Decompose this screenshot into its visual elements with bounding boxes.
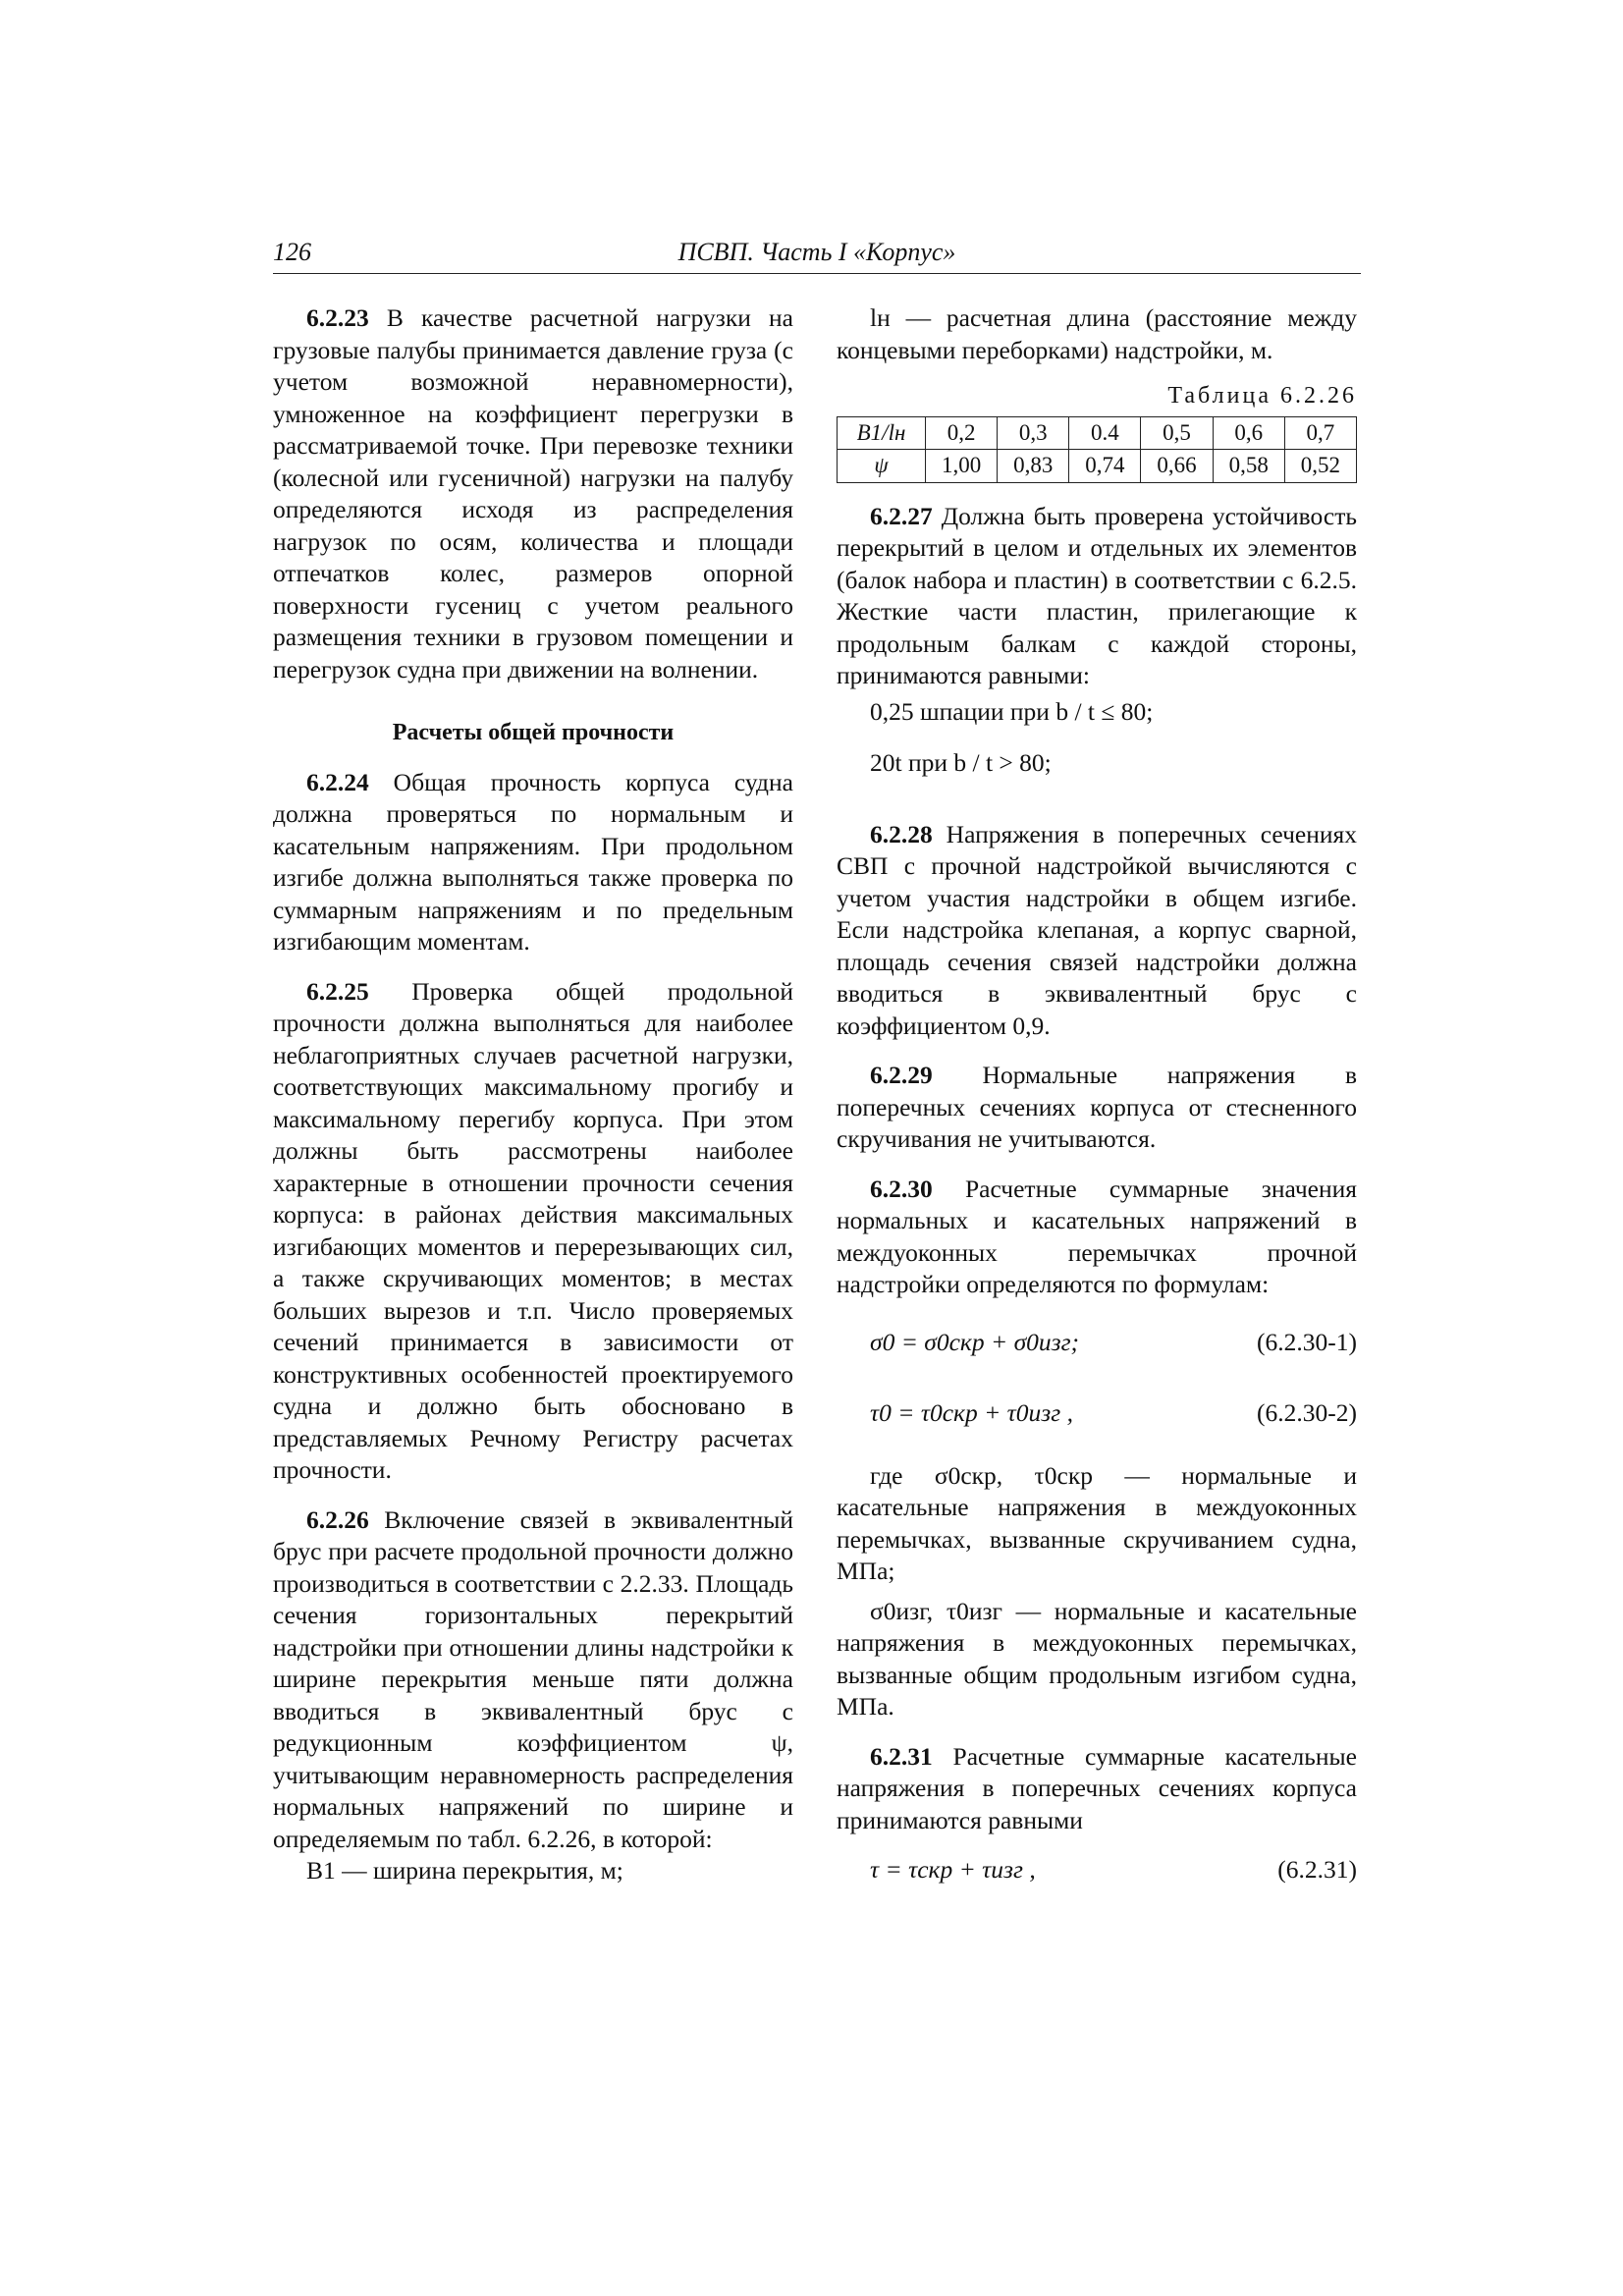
formula-expression: σ0 = σ0скр + σ0изг; xyxy=(870,1327,1080,1356)
formula-number: (6.2.31) xyxy=(1277,1855,1357,1884)
table-cell: 0.4 xyxy=(1069,416,1141,450)
table-cell: 0,58 xyxy=(1213,450,1284,483)
table-row xyxy=(838,416,1357,450)
table-row-header: ψ xyxy=(838,450,926,483)
table-cell: 0,2 xyxy=(926,416,998,450)
formula-6-2-30-2 xyxy=(837,1394,1357,1437)
paragraph-6-2-31: 6.2.31 Расчетные суммарные касательные напряжения в поперечных сечениях корпуса принимаются равными xyxy=(837,1741,1357,1834)
formula-expression: τ = τскр + τизг , xyxy=(870,1855,1036,1884)
table-cell: 0,66 xyxy=(1141,450,1213,483)
paragraph-6-2-28: 6.2.28 Напряжения в поперечных сечениях СВП с прочной надстройкой вычисляются с учетом участия надстройки в общем изгибе. Если надстройка клепаная, а корпус сварной, площадь сечения связей надстройки должна вводиться в эквивалентный брус с коэффициентом 0,9. xyxy=(837,819,1357,1040)
table-cell: 0,74 xyxy=(1069,450,1141,483)
paragraph-6-2-27: 6.2.27 Должна быть проверена устойчивость перекрытий в целом и отдельных их элементов (балок набора и пластин) в соответствии с 6.2.5. Жесткие части пластин, прилегающие к продольным балкам с каждой стороны, принимаются равными: xyxy=(837,501,1357,689)
paragraph-6-2-26: 6.2.26 Включение связей в эквивалентный брус при расчете продольной прочности должно производиться в соответствии с 2.2.33. Площадь сечения горизонтальных перекрытий надстройки при отношении длины надстройки к ширине перекрытия меньше пяти должна вводиться в эквивалентный брус с редукционным коэффициентом ψ, учитывающим неравномерность распределения нормальных напряжений по ширине и определяемым по табл. 6.2.26, в которой: xyxy=(273,1504,793,1853)
table-cell: 0,52 xyxy=(1284,450,1356,483)
table-cell: 0,6 xyxy=(1213,416,1284,450)
condition-2: 20t при b / t > 80; xyxy=(870,748,1052,777)
table-cell: 0,5 xyxy=(1141,416,1213,450)
page-number: 126 xyxy=(273,238,311,266)
table-cell: 0,7 xyxy=(1284,416,1356,450)
running-header xyxy=(273,236,1361,274)
table-row xyxy=(838,450,1357,483)
table-cell: 0,83 xyxy=(998,450,1069,483)
table-cell: 1,00 xyxy=(926,450,998,483)
table-caption: Таблица 6.2.26 xyxy=(1167,383,1357,409)
definition-ln: lн — расчетная длина (расстояние между концевыми переборками) надстройки, м. xyxy=(837,303,1357,364)
left-column xyxy=(273,302,793,1887)
formula-number: (6.2.30-1) xyxy=(1257,1327,1357,1356)
definition-b1: B1 — ширина перекрытия, м; xyxy=(306,1856,623,1885)
formula-expression: τ0 = τ0скр + τ0изг , xyxy=(870,1397,1073,1427)
formula-number: (6.2.30-2) xyxy=(1257,1397,1357,1427)
table-6-2-26 xyxy=(837,416,1357,483)
table-cell: 0,3 xyxy=(998,416,1069,450)
paragraph-6-2-30: 6.2.30 Расчетные суммарные значения нормальных и касательных напряжений в междуоконных перемычках прочной надстройки определяются по формулам: xyxy=(837,1174,1357,1298)
where-clause-2: σ0изг, τ0изг — нормальные и касательные напряжения в междуоконных перемычках, вызванные общим продольным изгибом судна, МПа. xyxy=(837,1596,1357,1721)
running-title: ПСВП. Часть I «Корпус» xyxy=(677,238,956,266)
paragraph-6-2-23: 6.2.23 В качестве расчетной нагрузки на грузовые палубы принимается давление груза (с учетом возможной неравномерности), умноженное на коэффициент перегрузки в рассматриваемой точке. При перевозке техники (колесной или гусеничной) нагрузки на палубу определяются исходя из распределения нагрузок по осям, количества и площади отпечатков колес, размеров опорной поверхности гусениц с учетом реального размещения техники в грузовом помещении и перегрузок судна при движении на волнении. xyxy=(273,303,793,683)
paragraph-6-2-29: 6.2.29 Нормальные напряжения в поперечных сечениях корпуса от стесненного скручивания не учитываются. xyxy=(837,1061,1357,1153)
section-heading: Расчеты общей прочности xyxy=(392,720,675,745)
formula-6-2-30-1 xyxy=(837,1323,1357,1366)
paragraph-6-2-25: 6.2.25 Проверка общей продольной прочности должна выполняться для наиболее неблагоприятных случаев расчетной нагрузки, соответствующих максимальному прогибу и максимальному перегибу корпуса. При этом должны быть рассмотрены наиболее характерные в отношении прочности сечения корпуса: в районах действия максимальных изгибающих моментов и перерезывающих сил, а также скручивающих моментов; в местах больших вырезов и т.п. Число проверяемых сечений принимается в зависимости от конструктивных особенностей проектируемого судна и должно быть обосновано в представляемых Речному Регистру расчетах прочности. xyxy=(273,976,793,1484)
table-row-header: B1/lн xyxy=(838,416,926,450)
formula-6-2-31 xyxy=(837,1850,1357,1893)
where-clause-1: где σ0скр, τ0скр — нормальные и касательные напряжения в междуоконных перемычках, вызванные скручиванием судна, МПа; xyxy=(837,1460,1357,1585)
paragraph-6-2-24: 6.2.24 Общая прочность корпуса судна должна проверяться по нормальным и касательным напряжениям. При продольном изгибе должна выполняться также проверка по суммарным напряжениям и по предельным изгибающим моментам. xyxy=(273,767,793,956)
condition-1: 0,25 шпации при b / t ≤ 80; xyxy=(870,696,1154,726)
right-column xyxy=(837,302,1357,1893)
